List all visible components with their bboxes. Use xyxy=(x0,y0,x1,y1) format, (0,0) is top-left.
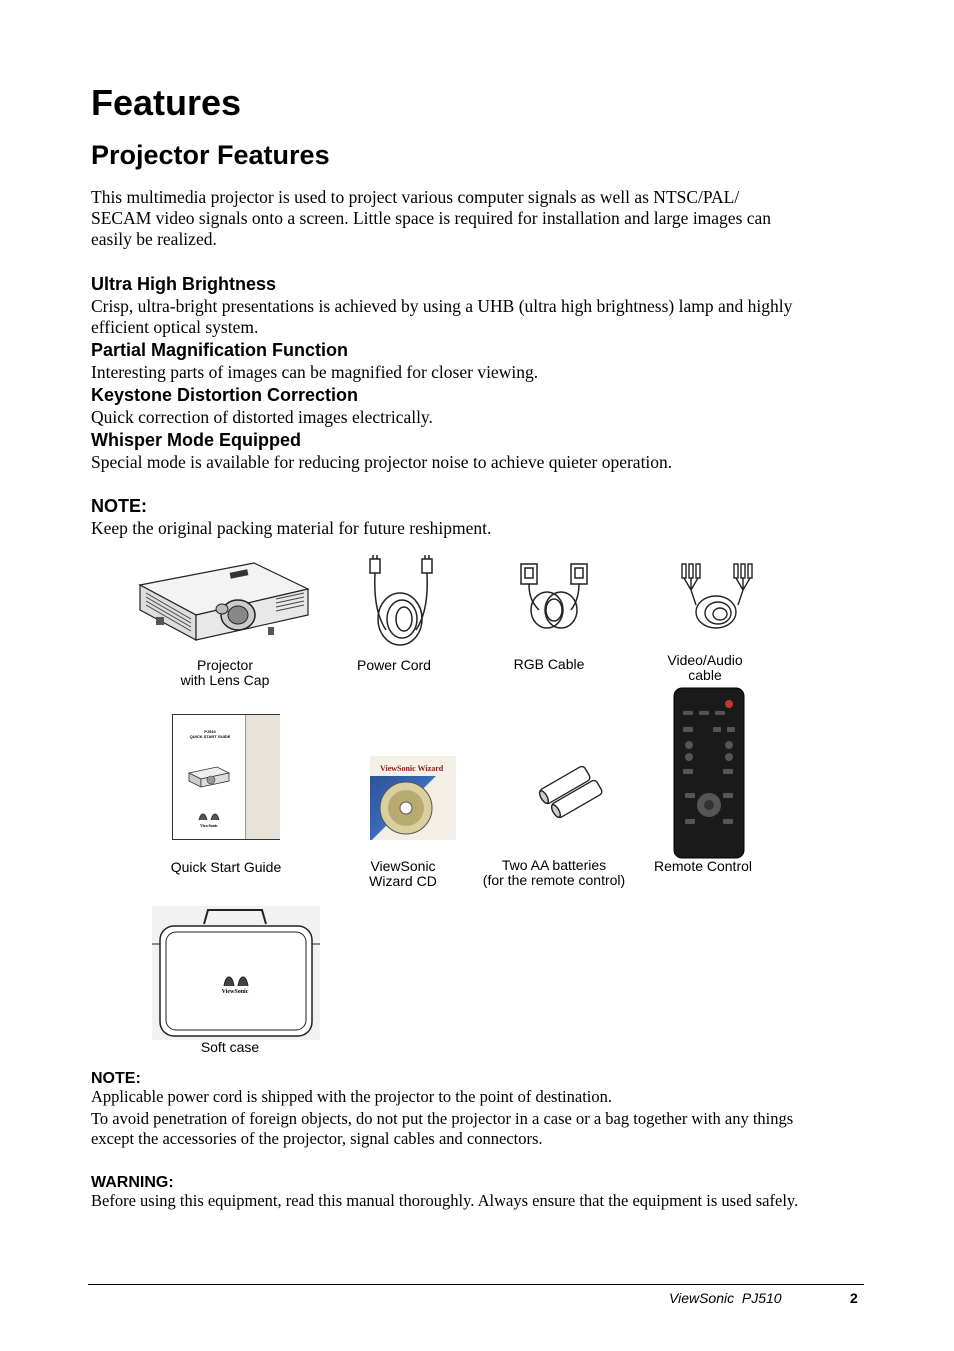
caption-line: with Lens Cap xyxy=(180,672,270,688)
caption-line: Wizard CD xyxy=(369,873,437,889)
page-number: 2 xyxy=(850,1290,858,1306)
caption-line: ViewSonic xyxy=(370,858,436,874)
rgb-cable-image xyxy=(517,562,593,632)
note-text xyxy=(91,1087,793,1149)
intro-line: easily be realized. xyxy=(91,229,217,249)
item-caption xyxy=(645,653,765,683)
note-line: Applicable power cord is shipped with the projector to the point of destination. xyxy=(91,1087,613,1106)
intro-line: SECAM video signals onto a screen. Little space is required for installation and large images can xyxy=(91,208,772,228)
footer-product: ViewSonic PJ510 xyxy=(669,1290,782,1306)
note-text: Keep the original packing material for future reshipment. xyxy=(91,518,492,538)
caption-line: Projector xyxy=(196,657,254,673)
intro-line: This multimedia projector is used to project various computer signals as well as NTSC/PAL/ xyxy=(91,187,740,207)
item-caption: Power Cord xyxy=(357,657,431,673)
caption-line: Video/Audio xyxy=(667,652,743,668)
warning-label: WARNING: xyxy=(91,1174,174,1191)
guide-title: QUICK START GUIDE xyxy=(189,734,231,739)
item-caption: RGB Cable xyxy=(513,656,585,672)
guide-brand: ViewSonic xyxy=(200,823,218,828)
note-label: NOTE: xyxy=(91,1070,141,1087)
warning-text: Before using this equipment, read this manual thoroughly. Always ensure that the equipment is used safely. xyxy=(91,1191,799,1210)
section-title: Projector Features xyxy=(91,140,330,170)
note-label: NOTE: xyxy=(91,496,147,516)
caption-line: (for the remote control) xyxy=(482,872,626,888)
caption-line: cable xyxy=(688,667,722,683)
case-brand: ViewSonic xyxy=(221,989,249,995)
page-title: Features xyxy=(91,82,242,123)
power-cord-image xyxy=(366,555,436,650)
feature-text: Interesting parts of images can be magnified for closer viewing. xyxy=(91,362,539,382)
feature-text xyxy=(91,296,792,338)
item-caption: Quick Start Guide xyxy=(170,859,282,875)
item-caption xyxy=(474,858,634,888)
caption-line: Two AA batteries xyxy=(501,857,607,873)
cd-label: ViewSonic Wizard xyxy=(380,764,444,773)
soft-case-image xyxy=(152,906,320,1040)
feature-text-line: Crisp, ultra-bright presentations is achieved by using a UHB (ultra high brightness) lamp and highly xyxy=(91,296,793,316)
intro-paragraph xyxy=(91,187,771,250)
batteries-image xyxy=(533,760,607,822)
feature-text-line: efficient optical system. xyxy=(91,317,259,337)
feature-heading: Whisper Mode Equipped xyxy=(91,430,301,450)
guide-model: PJ510 xyxy=(204,729,216,734)
note-line: except the accessories of the projector, signal cables and connectors. xyxy=(91,1129,543,1148)
item-caption: Remote Control xyxy=(653,858,753,874)
feature-heading: Partial Magnification Function xyxy=(91,340,349,360)
feature-heading: Keystone Distortion Correction xyxy=(91,385,359,405)
projector-image xyxy=(136,555,316,645)
remote-control-image xyxy=(673,687,745,859)
item-caption: Soft case xyxy=(200,1039,260,1055)
item-caption xyxy=(150,658,300,688)
item-caption xyxy=(343,859,463,889)
quick-start-guide-image xyxy=(172,714,280,840)
note-line: To avoid penetration of foreign objects, do not put the projector in a case or a bag together with any things xyxy=(91,1109,794,1128)
feature-text: Quick correction of distorted images electrically. xyxy=(91,407,433,427)
video-audio-cable-image xyxy=(676,560,758,632)
wizard-cd-image xyxy=(370,756,456,840)
footer-rule xyxy=(88,1284,864,1285)
feature-heading: Ultra High Brightness xyxy=(91,274,277,294)
feature-text: Special mode is available for reducing projector noise to achieve quieter operation. xyxy=(91,452,673,472)
